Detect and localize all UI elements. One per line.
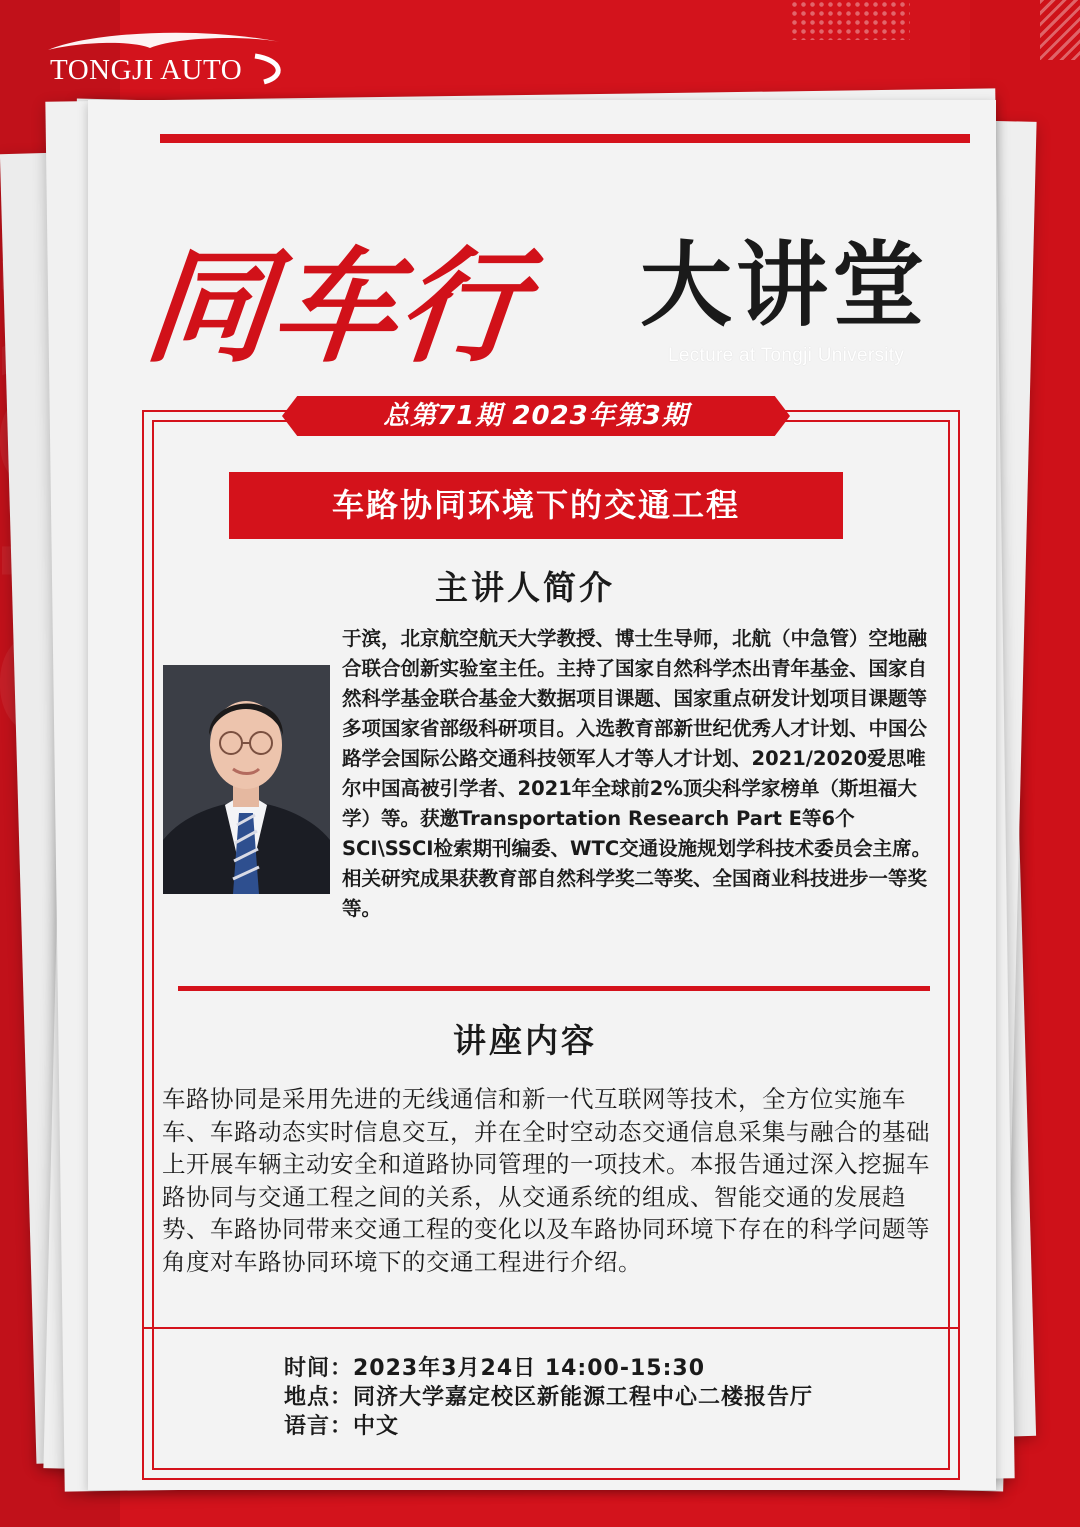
event-details [284,1354,813,1441]
title-english-subtitle: Lecture at Tongji University [668,345,905,366]
issue-number: 总第71期 2023年第3期 [383,401,689,431]
event-language: 语言：中文 [284,1414,400,1439]
speaker-bio: 于滨，北京航空航天大学教授、博士生导师，北航（中急管）空地融合联合创新实验室主任。主持了国家自然科学杰出青年基金、国家自然科学基金联合基金大数据项目课题、国家重点研发计划项目课题等多项国家省部级科研项目。入选教育部新世纪优秀人才计划、中国公路学会国际公路交通科技领军人才等人才计划、2021/2020爱思唯尔中国高被引学者、2021年全球前2%顶尖科学家榜单（斯坦福大学）等。获邀Transportation Research Part E等6个SCI\SSCI检索期刊编委、WTC交通设施规划学科技术委员会主席。相关研究成果获教育部自然科学奖二等奖、全国商业科技进步一等奖等。 [342,627,932,920]
logo-text: TONGJI AUTO [50,54,243,86]
event-time: 时间：2023年3月24日 14:00-15:30 [284,1356,706,1381]
lecture-heading: 讲座内容 [453,1021,597,1060]
title-red-calligraphy: 同车行 [139,235,533,380]
top-red-rule [160,134,970,143]
middle-red-rule [178,986,930,991]
title-black-calligraphy: 大讲堂 [640,231,929,339]
lecture-content: 车路协同是采用先进的无线通信和新一代互联网等技术，全方位实施车车、车路动态实时信息交互，并在全时空动态交通信息采集与融合的基础上开展车辆主动安全和道路协同管理的一项技术。本报告通过深入挖掘车路协同与交通工程之间的关系，从交通系统的组成、智能交通的发展趋势、车路协同带来交通工程的变化以及车路协同环境下存在的科学问题等角度对车路协同环境下的交通工程进行介绍。 [162,1085,930,1276]
event-place: 地点：同济大学嘉定校区新能源工程中心二楼报告厅 [284,1385,814,1410]
details-separator [142,1327,960,1329]
speaker-portrait-image [163,665,330,894]
speaker-photo [163,665,330,894]
decorative-dots [790,0,910,40]
lecture-topic: 车路协同环境下的交通工程 [331,486,740,524]
speaker-heading: 主讲人简介 [435,568,615,607]
tongji-auto-logo [50,26,290,86]
decorative-stripes [1040,0,1080,60]
